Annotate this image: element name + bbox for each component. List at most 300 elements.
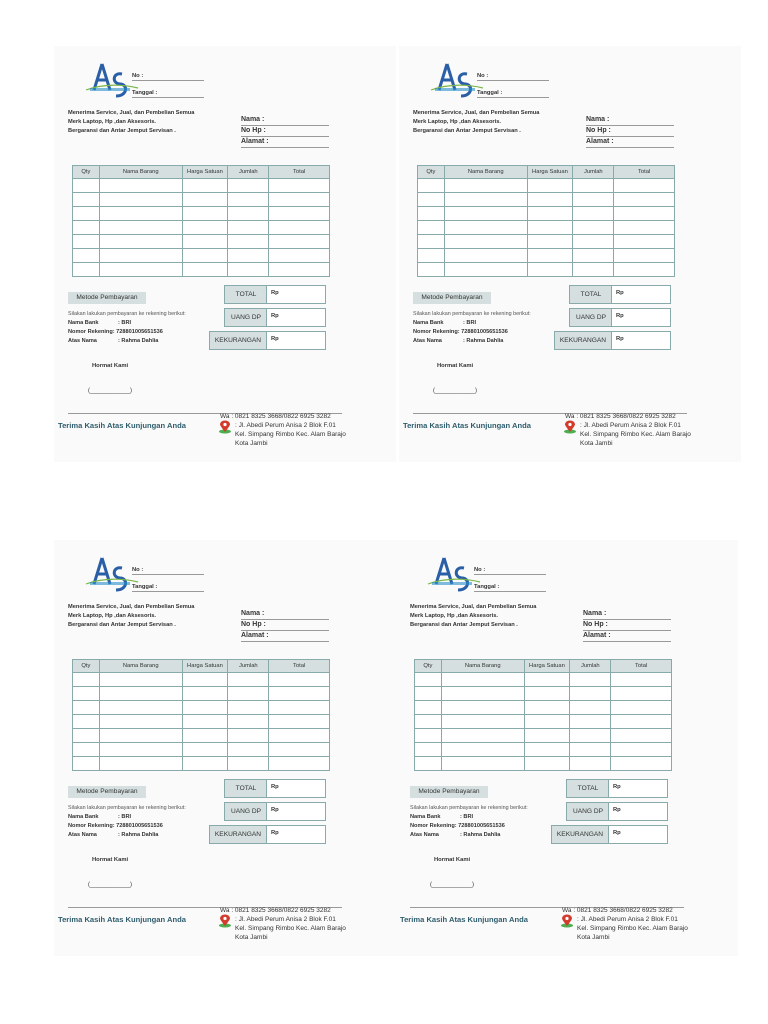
cell-nama-barang[interactable] [444,249,527,263]
cell-harga-satuan[interactable] [524,687,570,701]
cell-total[interactable] [611,715,672,729]
bank-row [410,814,473,820]
col-jumlah-header: Jumlah [228,660,269,673]
hormat-kami: Hormat Kami [437,363,474,369]
cell-harga-satuan[interactable] [524,715,570,729]
cell-harga-satuan[interactable] [182,757,228,771]
cell-total[interactable] [269,249,330,263]
map-pin-icon [560,914,574,928]
cell-total[interactable] [614,221,675,235]
cell-nama-barang[interactable] [99,249,182,263]
cell-qty[interactable] [73,743,100,757]
cell-jumlah[interactable] [228,729,269,743]
atas-nama-value: : Rahma Dahlia [118,832,159,838]
intro-line: Menerima Service, Jual, dan Pembelian Semua [413,110,540,116]
rekening-row [68,823,163,829]
address-line: Kel. Simpang Rimbo Kec. Alam Barajo [580,431,691,438]
cell-total[interactable] [611,673,672,687]
cell-qty[interactable] [415,757,442,771]
cell-jumlah[interactable] [570,701,611,715]
cell-total[interactable] [611,729,672,743]
cell-qty[interactable] [73,701,100,715]
col-harga-satuan-header: Harga Satuan [524,660,570,673]
items-table [414,659,672,771]
cell-total[interactable] [614,249,675,263]
cell-nama-barang[interactable] [444,221,527,235]
address-line: : Jl. Abedi Perum Anisa 2 Blok F.01 [235,916,336,923]
table-row [73,673,330,687]
total-value[interactable]: Rp [608,779,668,798]
cell-qty[interactable] [73,673,100,687]
cell-harga-satuan[interactable] [182,221,228,235]
whatsapp-contact: Wa : 0821 8325 3668/0822 6925 3282 [220,907,331,914]
cell-harga-satuan[interactable] [182,729,228,743]
address [580,421,710,448]
thanks-message: Terima Kasih Atas Kunjungan Anda [58,421,186,430]
cell-total[interactable] [611,701,672,715]
uang-dp-value[interactable]: Rp [266,308,326,327]
uang-dp-value[interactable]: Rp [608,802,668,821]
table-row [418,207,675,221]
cell-qty[interactable] [73,249,100,263]
cell-total[interactable] [269,221,330,235]
kekurangan-label: KEKURANGAN [554,331,612,350]
cell-qty[interactable] [73,263,100,277]
cell-nama-barang[interactable] [99,207,182,221]
table-row [415,715,672,729]
cell-nama-barang[interactable] [444,193,527,207]
atas-nama-label: Atas Nama [68,832,97,838]
cell-harga-satuan[interactable] [527,249,573,263]
col-total-header: Total [614,166,675,179]
nohp-field[interactable]: No Hp : [241,126,329,137]
signature-line: (____________) [433,388,478,394]
atas-nama-label: Atas Nama [68,338,97,344]
cell-qty[interactable] [415,743,442,757]
cell-harga-satuan[interactable] [182,673,228,687]
nohp-field[interactable]: No Hp : [583,620,671,631]
total-value[interactable]: Rp [611,285,671,304]
cell-nama-barang[interactable] [99,235,182,249]
table-row [418,221,675,235]
cell-qty[interactable] [73,221,100,235]
no-field[interactable]: No : [474,566,546,575]
cell-nama-barang[interactable] [99,179,182,193]
col-qty-header: Qty [73,660,100,673]
kekurangan-value[interactable]: Rp [611,331,671,350]
cell-jumlah[interactable] [573,235,614,249]
atas-nama-value: : Rahma Dahlia [463,338,504,344]
cell-harga-satuan[interactable] [527,179,573,193]
cell-jumlah[interactable] [228,207,269,221]
cell-harga-satuan[interactable] [182,715,228,729]
uang-dp-value[interactable]: Rp [611,308,671,327]
signature-line: (____________) [88,882,133,888]
cell-jumlah[interactable] [228,701,269,715]
tanggal-field[interactable]: Tanggal : [477,89,549,98]
cell-harga-satuan[interactable] [182,263,228,277]
total-value[interactable]: Rp [266,779,326,798]
address-line: Kel. Simpang Rimbo Kec. Alam Barajo [235,431,346,438]
intro-line: Bergaransi dan Antar Jemput Servisan . [68,622,176,628]
atas-nama-row [413,338,503,344]
cell-jumlah[interactable] [228,249,269,263]
cell-jumlah[interactable] [228,193,269,207]
cell-jumlah[interactable] [228,263,269,277]
cell-qty[interactable] [415,701,442,715]
table-row [415,687,672,701]
cell-nama-barang[interactable] [444,263,527,277]
cell-qty[interactable] [73,235,100,249]
cell-nama-barang[interactable] [441,743,524,757]
kekurangan-label: KEKURANGAN [209,331,267,350]
uang-dp-label: UANG DP [224,308,268,327]
cell-harga-satuan[interactable] [182,687,228,701]
cell-jumlah[interactable] [228,687,269,701]
intro-line: Merk Laptop, Hp ,dan Aksesoris. [68,119,156,125]
col-total-header: Total [269,166,330,179]
col-jumlah-header: Jumlah [228,166,269,179]
table-row [73,687,330,701]
bank-row [413,320,476,326]
thanks-message: Terima Kasih Atas Kunjungan Anda [400,915,528,924]
atas-nama-label: Atas Nama [410,832,439,838]
bank-value: : BRI [463,320,477,326]
cell-total[interactable] [269,715,330,729]
no-field[interactable]: No : [132,566,204,575]
cell-jumlah[interactable] [573,193,614,207]
cell-total[interactable] [614,193,675,207]
kekurangan-label: KEKURANGAN [209,825,267,844]
service-intro [68,109,228,136]
col-harga-satuan-header: Harga Satuan [527,166,573,179]
cell-harga-satuan[interactable] [524,757,570,771]
cell-harga-satuan[interactable] [182,743,228,757]
receipt-form-top-right [399,46,741,462]
address-line: Kota Jambi [235,934,268,941]
cell-qty[interactable] [73,729,100,743]
cell-qty[interactable] [418,249,445,263]
signature-line: (____________) [88,388,133,394]
col-nama-barang-header: Nama Barang [441,660,524,673]
address-line: : Jl. Abedi Perum Anisa 2 Blok F.01 [577,916,678,923]
service-intro [410,603,570,630]
col-total-header: Total [611,660,672,673]
cell-harga-satuan[interactable] [524,729,570,743]
cell-nama-barang[interactable] [99,193,182,207]
bank-row [68,320,131,326]
table-row [418,249,675,263]
total-label: TOTAL [224,285,268,304]
cell-jumlah[interactable] [228,743,269,757]
cell-jumlah[interactable] [228,221,269,235]
cell-qty[interactable] [73,687,100,701]
col-harga-satuan-header: Harga Satuan [182,660,228,673]
cell-jumlah[interactable] [573,179,614,193]
cell-jumlah[interactable] [228,179,269,193]
tanggal-field[interactable]: Tanggal : [132,89,204,98]
cell-jumlah[interactable] [573,263,614,277]
cell-qty[interactable] [418,263,445,277]
cell-nama-barang[interactable] [441,715,524,729]
cell-qty[interactable] [415,729,442,743]
nama-field[interactable]: Nama : [241,115,329,126]
table-row [73,701,330,715]
cell-total[interactable] [614,235,675,249]
rekening-label: Nomor Rekening [68,823,113,829]
bank-value: : BRI [460,814,474,820]
cell-total[interactable] [269,729,330,743]
table-row [73,263,330,277]
table-row [73,193,330,207]
kekurangan-value[interactable]: Rp [266,331,326,350]
table-row [73,235,330,249]
cell-jumlah[interactable] [570,757,611,771]
rekening-value: : 728801005651536 [112,329,163,335]
cell-harga-satuan[interactable] [527,221,573,235]
cell-harga-satuan[interactable] [182,701,228,715]
intro-line: Merk Laptop, Hp ,dan Aksesoris. [413,119,501,125]
metode-pembayaran-label: Metode Pembayaran [413,292,491,304]
cell-jumlah[interactable] [573,249,614,263]
cell-harga-satuan[interactable] [524,673,570,687]
col-jumlah-header: Jumlah [570,660,611,673]
cell-jumlah[interactable] [573,207,614,221]
cell-harga-satuan[interactable] [527,263,573,277]
col-qty-header: Qty [418,166,445,179]
address [577,915,707,942]
cell-nama-barang[interactable] [441,757,524,771]
alamat-field[interactable]: Alamat : [583,631,671,642]
nama-field[interactable]: Nama : [583,609,671,620]
cell-total[interactable] [611,743,672,757]
cell-jumlah[interactable] [570,687,611,701]
table-row [415,729,672,743]
hormat-kami: Hormat Kami [92,857,129,863]
atas-nama-value: : Rahma Dahlia [460,832,501,838]
alamat-field[interactable]: Alamat : [241,631,329,642]
nohp-field[interactable]: No Hp : [241,620,329,631]
rekening-value: : 728801005651536 [457,329,508,335]
cell-nama-barang[interactable] [441,729,524,743]
cell-total[interactable] [269,687,330,701]
rekening-row [410,823,505,829]
cell-qty[interactable] [415,715,442,729]
cell-nama-barang[interactable] [99,687,182,701]
service-intro [413,109,573,136]
no-field[interactable]: No : [132,72,204,81]
address-line: : Jl. Abedi Perum Anisa 2 Blok F.01 [580,422,681,429]
bank-value: : BRI [118,320,132,326]
total-value[interactable]: Rp [266,285,326,304]
table-row [73,757,330,771]
cell-harga-satuan[interactable] [527,207,573,221]
cell-qty[interactable] [73,715,100,729]
cell-nama-barang[interactable] [99,729,182,743]
bank-value: : BRI [118,814,132,820]
cell-harga-satuan[interactable] [182,207,228,221]
cell-qty[interactable] [415,673,442,687]
cell-nama-barang[interactable] [99,715,182,729]
cell-jumlah[interactable] [570,729,611,743]
cell-nama-barang[interactable] [441,687,524,701]
signature-line: (____________) [430,882,475,888]
intro-line: Menerima Service, Jual, dan Pembelian Semua [68,110,195,116]
thanks-message: Terima Kasih Atas Kunjungan Anda [58,915,186,924]
cell-jumlah[interactable] [228,715,269,729]
cell-total[interactable] [611,757,672,771]
payment-note: Silakan lakukan pembayaran ke rekening berikut: [413,311,531,317]
alamat-field[interactable]: Alamat : [241,137,329,148]
table-row [73,221,330,235]
kekurangan-value[interactable]: Rp [608,825,668,844]
nama-field[interactable]: Nama : [586,115,674,126]
cell-jumlah[interactable] [228,235,269,249]
receipt-form-bottom-left [54,540,396,956]
cell-nama-barang[interactable] [444,207,527,221]
atas-nama-label: Atas Nama [413,338,442,344]
address-line: Kota Jambi [577,934,610,941]
cell-jumlah[interactable] [570,743,611,757]
address [235,915,365,942]
map-pin-icon [218,914,232,928]
cell-jumlah[interactable] [570,673,611,687]
cell-total[interactable] [614,263,675,277]
cell-nama-barang[interactable] [99,673,182,687]
intro-line: Bergaransi dan Antar Jemput Servisan . [413,128,521,134]
cell-jumlah[interactable] [573,221,614,235]
payment-note: Silakan lakukan pembayaran ke rekening berikut: [410,805,528,811]
cell-harga-satuan[interactable] [524,701,570,715]
cell-nama-barang[interactable] [441,701,524,715]
cell-qty[interactable] [418,193,445,207]
table-row [73,715,330,729]
intro-line: Menerima Service, Jual, dan Pembelian Semua [410,604,537,610]
receipt-form-bottom-right [396,540,738,956]
nohp-field[interactable]: No Hp : [586,126,674,137]
cell-harga-satuan[interactable] [182,179,228,193]
cell-harga-satuan[interactable] [524,743,570,757]
cell-jumlah[interactable] [570,715,611,729]
cell-qty[interactable] [73,193,100,207]
cell-qty[interactable] [418,207,445,221]
table-row [73,729,330,743]
cell-jumlah[interactable] [228,673,269,687]
cell-nama-barang[interactable] [99,263,182,277]
cell-nama-barang[interactable] [441,673,524,687]
address [235,421,365,448]
cell-qty[interactable] [73,179,100,193]
hormat-kami: Hormat Kami [434,857,471,863]
table-row [418,179,675,193]
tanggal-field[interactable]: Tanggal : [132,583,204,592]
table-row [415,743,672,757]
cell-qty[interactable] [418,179,445,193]
uang-dp-value[interactable]: Rp [266,802,326,821]
table-row [418,193,675,207]
thanks-message: Terima Kasih Atas Kunjungan Anda [403,421,531,430]
metode-pembayaran-label: Metode Pembayaran [68,292,146,304]
payment-note: Silakan lakukan pembayaran ke rekening berikut: [68,311,186,317]
cell-harga-satuan[interactable] [182,193,228,207]
cell-qty[interactable] [415,687,442,701]
alamat-field[interactable]: Alamat : [586,137,674,148]
whatsapp-contact: Wa : 0821 8325 3668/0822 6925 3282 [565,413,676,420]
cell-total[interactable] [611,687,672,701]
whatsapp-contact: Wa : 0821 8325 3668/0822 6925 3282 [562,907,673,914]
service-intro [68,603,228,630]
col-jumlah-header: Jumlah [573,166,614,179]
cell-total[interactable] [269,701,330,715]
cell-nama-barang[interactable] [99,743,182,757]
cell-total[interactable] [269,743,330,757]
uang-dp-label: UANG DP [566,802,610,821]
cell-total[interactable] [269,757,330,771]
rekening-label: Nomor Rekening [410,823,455,829]
tanggal-field[interactable]: Tanggal : [474,583,546,592]
map-pin-icon [218,420,232,434]
receipt-form-top-left [54,46,396,462]
cell-harga-satuan[interactable] [527,235,573,249]
cell-total[interactable] [614,207,675,221]
intro-line: Merk Laptop, Hp ,dan Aksesoris. [410,613,498,619]
cell-harga-satuan[interactable] [182,235,228,249]
table-row [418,263,675,277]
cell-nama-barang[interactable] [99,701,182,715]
items-table [72,659,330,771]
map-pin-icon [563,420,577,434]
rekening-value: : 728801005651536 [112,823,163,829]
address-line: : Jl. Abedi Perum Anisa 2 Blok F.01 [235,422,336,429]
cell-total[interactable] [269,179,330,193]
intro-line: Menerima Service, Jual, dan Pembelian Semua [68,604,195,610]
cell-total[interactable] [269,673,330,687]
cell-nama-barang[interactable] [99,757,182,771]
cell-harga-satuan[interactable] [182,249,228,263]
cell-qty[interactable] [73,207,100,221]
cell-qty[interactable] [73,757,100,771]
cell-total[interactable] [269,235,330,249]
address-line: Kota Jambi [580,440,613,447]
no-field[interactable]: No : [477,72,549,81]
table-row [415,701,672,715]
cell-nama-barang[interactable] [444,235,527,249]
cell-jumlah[interactable] [228,757,269,771]
bank-row [68,814,131,820]
cell-total[interactable] [269,263,330,277]
atas-nama-value: : Rahma Dahlia [118,338,159,344]
address-line: Kota Jambi [235,440,268,447]
col-qty-header: Qty [73,166,100,179]
uang-dp-label: UANG DP [224,802,268,821]
cell-harga-satuan[interactable] [527,193,573,207]
address-line: Kel. Simpang Rimbo Kec. Alam Barajo [235,925,346,932]
cell-nama-barang[interactable] [444,179,527,193]
cell-qty[interactable] [418,235,445,249]
cell-total[interactable] [269,193,330,207]
cell-total[interactable] [269,207,330,221]
kekurangan-value[interactable]: Rp [266,825,326,844]
cell-total[interactable] [614,179,675,193]
col-qty-header: Qty [415,660,442,673]
intro-line: Merk Laptop, Hp ,dan Aksesoris. [68,613,156,619]
cell-nama-barang[interactable] [99,221,182,235]
total-label: TOTAL [224,779,268,798]
cell-qty[interactable] [418,221,445,235]
bank-label: Nama Bank [68,320,99,326]
nama-field[interactable]: Nama : [241,609,329,620]
atas-nama-row [410,832,500,838]
